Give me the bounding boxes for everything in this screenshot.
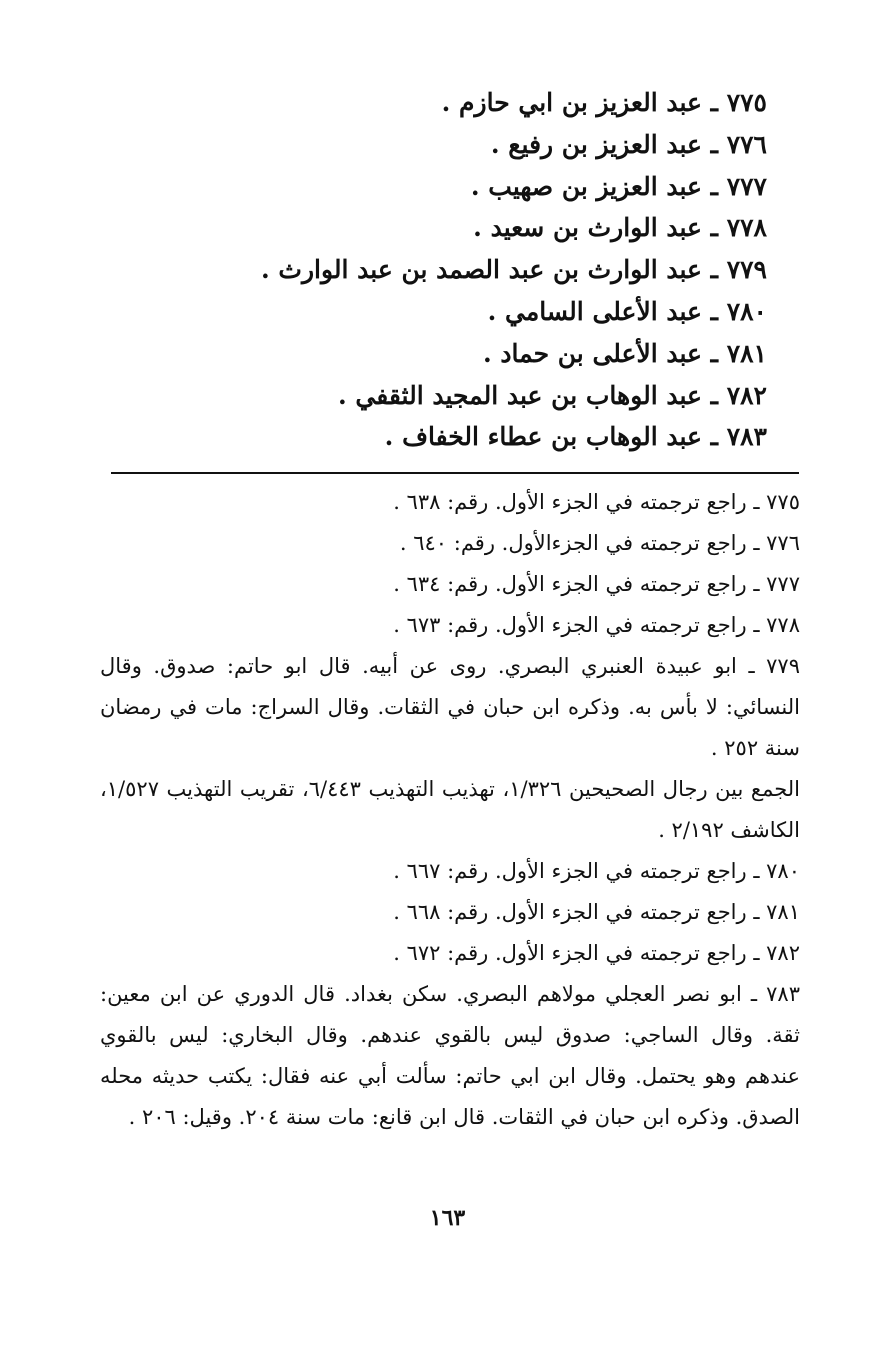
entry-heading: ٧٧٥ ـ عبد العزيز بن ابي حازم .	[441, 88, 767, 117]
footnotes	[100, 482, 800, 1138]
entry-heading: ٧٧٧ ـ عبد العزيز بن صهيب .	[470, 171, 767, 201]
footnote-783	[100, 974, 800, 1138]
footnote: ٧٨٢ ـ راجع ترجمته في الجزء الأول. رقم: ٦٧٢ .	[393, 941, 800, 965]
entry-heading: ٧٧٦ ـ عبد العزيز بن رفيع .	[490, 129, 767, 159]
footnote: ٧٧٨ ـ راجع ترجمته في الجزء الأول. رقم: ٦٧٣ .	[393, 613, 800, 637]
entry-heading: ٧٨٣ ـ عبد الوهاب بن عطاء الخفاف .	[384, 422, 767, 452]
footnote-paragraph: ٧٧٩ ـ ابو عبيدة العنبري البصري. روى عن أبيه. قال ابو حاتم: صدوق. وقال النسائي: لا بأس به. وذكره ابن حبان في الثقات. وقال السراج: مات في رمضان سنة ٢٥٢ .	[100, 654, 800, 760]
entry-headings	[247, 82, 767, 458]
page-number: ١٦٣	[429, 1205, 466, 1231]
footnote-separator	[111, 472, 799, 474]
entry-heading: ٧٨٠ ـ عبد الأعلى السامي .	[487, 296, 767, 326]
entry-heading: ٧٧٨ ـ عبد الوارث بن سعيد .	[473, 213, 767, 243]
entry-heading: ٧٨٢ ـ عبد الوهاب بن عبد المجيد الثقفي .	[338, 380, 767, 410]
footnote-779	[100, 646, 800, 851]
entry-heading: ٧٨١ ـ عبد الأعلى بن حماد .	[482, 338, 767, 368]
footnote-paragraph: ٧٨٣ ـ ابو نصر العجلي مولاهم البصري. سكن بغداد. قال الدوري عن ابن معين: ثقة. وقال الساجي: صدوق ليس بالقوي عندهم. وقال البخاري: ليس بالقوي عندهم وهو يحتمل. وقال ابن ابي حاتم: سألت أبي عنه فقال: يكتب حديثه محله الصدق. وذكره ابن حبان في الثقات. قال ابن قانع: مات سنة ٢٠٤. وقيل: ٢٠٦ .	[100, 982, 800, 1129]
footnote: ٧٧٧ ـ راجع ترجمته في الجزء الأول. رقم: ٦٣٤ .	[393, 572, 800, 596]
footnote: ٧٨٠ ـ راجع ترجمته في الجزء الأول. رقم: ٦٦٧ .	[393, 859, 800, 883]
entry-heading: ٧٧٩ ـ عبد الوارث بن عبد الصمد بن عبد الوارث .	[261, 255, 767, 285]
footnote: ٧٧٦ ـ راجع ترجمته في الجزءالأول. رقم: ٦٤٠ .	[399, 531, 800, 555]
footnote: ٧٨١ ـ راجع ترجمته في الجزء الأول. رقم: ٦٦٨ .	[393, 900, 800, 924]
footnote-references: الجمع بين رجال الصحيحين ١/٣٢٦، تهذيب التهذيب ٦/٤٤٣، تقريب التهذيب ١/٥٢٧، الكاشف ٢/١٩٢ .	[100, 777, 801, 842]
footnote: ٧٧٥ ـ راجع ترجمته في الجزء الأول. رقم: ٦٣٨ .	[393, 490, 800, 514]
